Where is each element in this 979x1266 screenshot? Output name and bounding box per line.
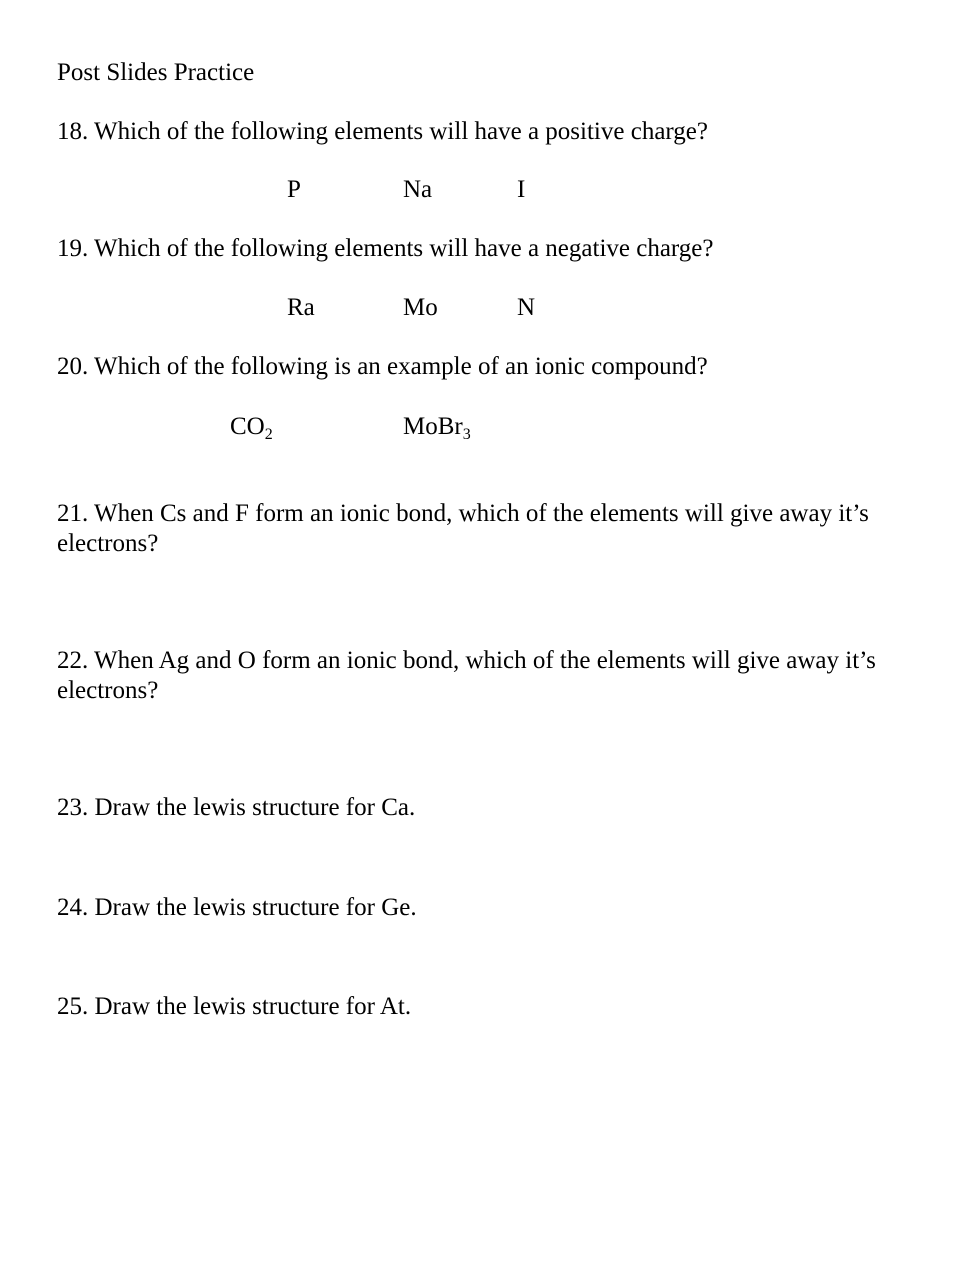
q20-option-1 [230, 412, 273, 442]
q19-option-2: Mo [403, 294, 438, 321]
question-24: 24. Draw the lewis structure for Ge. [57, 894, 417, 921]
q20-option-2 [403, 412, 471, 442]
q20-option-2-base: MoBr [403, 413, 463, 440]
q18-option-3: I [517, 176, 526, 203]
question-22: 22. When Ag and O form an ionic bond, which of the elements will give away it’s electrons? [57, 647, 876, 704]
page-title: Post Slides Practice [57, 59, 255, 86]
question-19: 19. Which of the following elements will have a negative charge? [57, 235, 714, 262]
q18-option-1: P [287, 176, 301, 203]
q20-option-1-subscript: 2 [264, 426, 273, 443]
q19-option-3: N [517, 294, 536, 321]
q18-option-2: Na [403, 176, 433, 203]
question-18: 18. Which of the following elements will have a positive charge? [57, 118, 708, 145]
question-23: 23. Draw the lewis structure for Ca. [57, 794, 416, 821]
q20-option-2-subscript: 3 [462, 426, 471, 443]
q19-option-1: Ra [287, 294, 315, 321]
question-21: 21. When Cs and F form an ionic bond, which of the elements will give away it’s electrons? [57, 500, 869, 557]
q20-option-1-base: CO [230, 413, 265, 440]
question-25: 25. Draw the lewis structure for At. [57, 993, 412, 1020]
question-20: 20. Which of the following is an example of an ionic compound? [57, 353, 708, 380]
